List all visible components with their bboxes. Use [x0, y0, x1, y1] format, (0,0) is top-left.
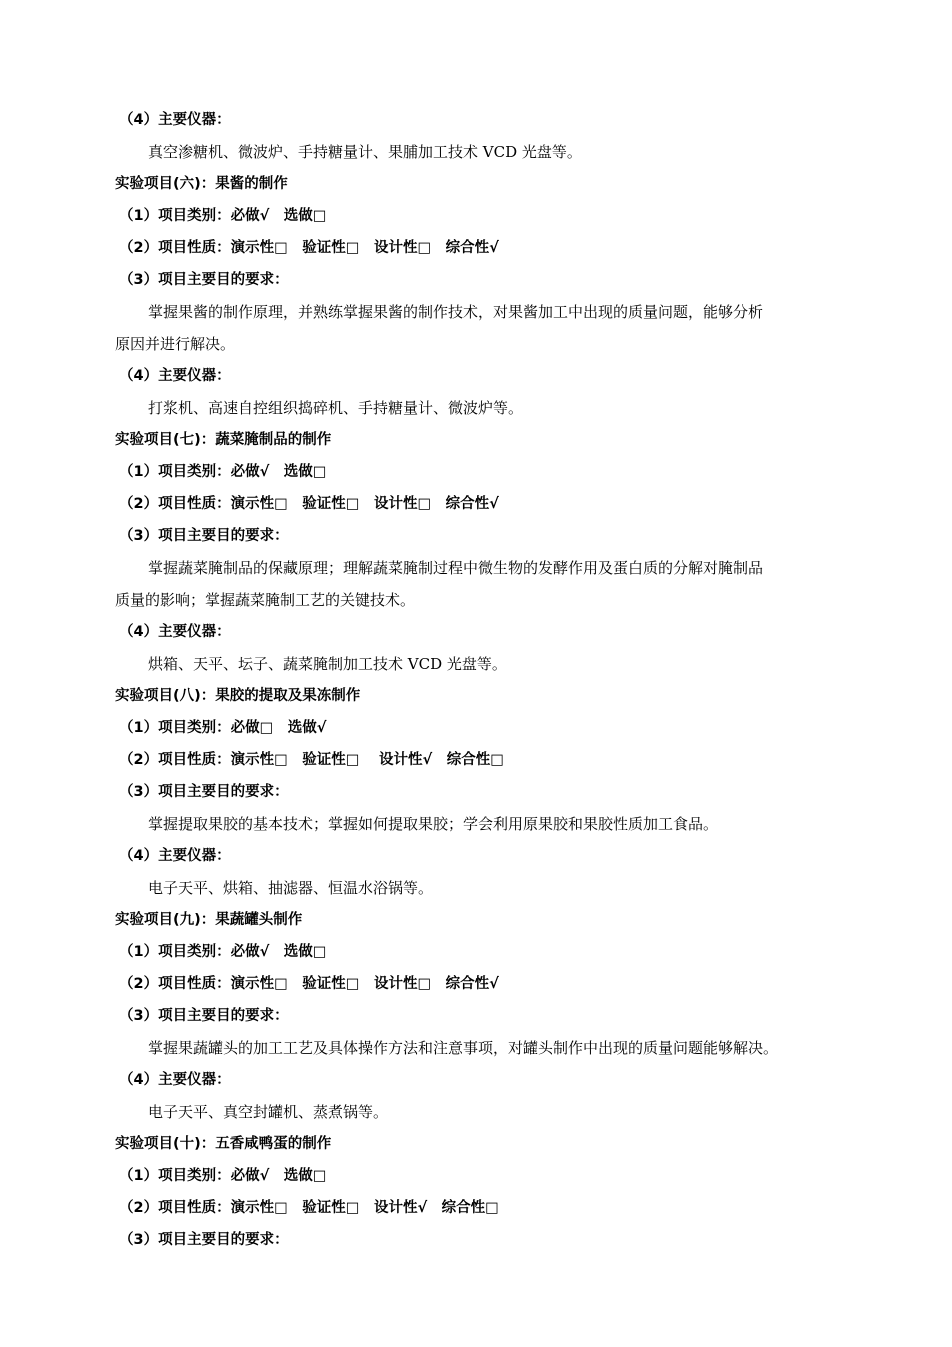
objective-heading: （3）项目主要目的要求： — [119, 784, 289, 800]
experiment-title: 实验项目(九)：果蔬罐头制作 — [115, 912, 303, 928]
objective-text: 掌握果蔬罐头的加工工艺及具体操作方法和注意事项，对罐头制作中出现的质量问题能够解决。 — [148, 1039, 779, 1057]
project-nature: （2）项目性质：演示性□ 验证性□ 设计性□ 综合性√ — [119, 496, 499, 512]
objective-heading: （3）项目主要目的要求： — [119, 528, 289, 544]
instruments-text: 电子天平、真空封罐机、蒸煮锅等。 — [148, 1103, 389, 1121]
project-nature: （2）项目性质：演示性□ 验证性□ 设计性□ 综合性√ — [119, 976, 499, 992]
instruments-heading: （4）主要仪器： — [119, 1072, 231, 1088]
project-nature: （2）项目性质：演示性□ 验证性□ 设计性√ 综合性□ — [119, 752, 504, 768]
objective-heading: （3）项目主要目的要求： — [119, 272, 289, 288]
project-category: （1）项目类别：必做√ 选做□ — [119, 208, 327, 224]
instruments-heading: （4）主要仪器： — [119, 112, 231, 128]
objective-text: 掌握果酱的制作原理，并熟练掌握果酱的制作技术，对果酱加工中出现的质量问题，能够分析 — [148, 303, 764, 321]
objective-heading: （3）项目主要目的要求： — [119, 1232, 289, 1248]
instruments-text: 电子天平、烘箱、抽滤器、恒温水浴锅等。 — [148, 879, 434, 897]
objective-text: 掌握蔬菜腌制品的保藏原理；理解蔬菜腌制过程中微生物的发酵作用及蛋白质的分解对腌制品 — [148, 559, 764, 577]
instruments-text: 烘箱、天平、坛子、蔬菜腌制加工技术 VCD 光盘等。 — [148, 655, 507, 673]
instruments-heading: （4）主要仪器： — [119, 848, 231, 864]
objective-heading: （3）项目主要目的要求： — [119, 1008, 289, 1024]
project-category: （1）项目类别：必做□ 选做√ — [119, 720, 327, 736]
project-category: （1）项目类别：必做√ 选做□ — [119, 1168, 327, 1184]
project-category: （1）项目类别：必做√ 选做□ — [119, 464, 327, 480]
objective-text-cont: 质量的影响；掌握蔬菜腌制工艺的关键技术。 — [115, 591, 416, 609]
instruments-text: 真空渗糖机、微波炉、手持糖量计、果脯加工技术 VCD 光盘等。 — [148, 143, 582, 161]
project-category: （1）项目类别：必做√ 选做□ — [119, 944, 327, 960]
instruments-heading: （4）主要仪器： — [119, 624, 231, 640]
experiment-title: 实验项目(八)：果胶的提取及果冻制作 — [115, 688, 361, 704]
project-nature: （2）项目性质：演示性□ 验证性□ 设计性√ 综合性□ — [119, 1200, 499, 1216]
experiment-title: 实验项目(六)：果酱的制作 — [115, 176, 288, 192]
instruments-text: 打浆机、高速自控组织捣碎机、手持糖量计、微波炉等。 — [148, 399, 524, 417]
experiment-title: 实验项目(十)：五香咸鸭蛋的制作 — [115, 1136, 332, 1152]
instruments-heading: （4）主要仪器： — [119, 368, 231, 384]
experiment-title: 实验项目(七)：蔬菜腌制品的制作 — [115, 432, 332, 448]
objective-text-cont: 原因并进行解决。 — [115, 335, 236, 353]
objective-text: 掌握提取果胶的基本技术；掌握如何提取果胶；学会利用原果胶和果胶性质加工食品。 — [148, 815, 719, 833]
project-nature: （2）项目性质：演示性□ 验证性□ 设计性□ 综合性√ — [119, 240, 499, 256]
